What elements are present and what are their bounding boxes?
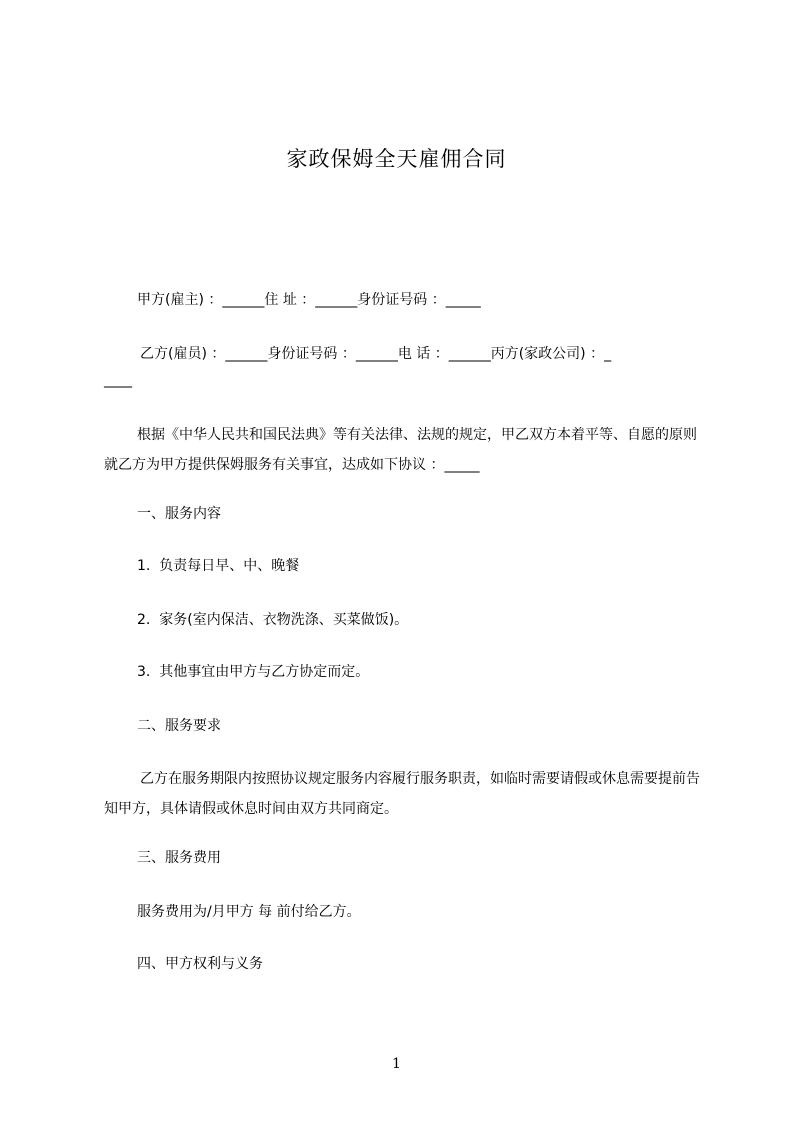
service-item-3: 3. 其他事宜由甲方与乙方协定而定。	[137, 664, 370, 680]
section-2-heading: 二、服务要求	[137, 718, 221, 734]
party-b-line: 乙方(雇员) ：______身份证号码 ：______电 话 ：______丙方(家政公司) ：_	[140, 346, 612, 362]
service-item-2: 2. 家务(室内保洁、衣物洗涤、买菜做饭)。	[137, 612, 409, 628]
service-fee-text: 服务费用为/月甲方 每 前付给乙方。	[137, 904, 361, 920]
section-2-paragraph: 乙方在服务期限内按照协议规定服务内容履行服务职责，如临时需要请假或休息需要提前告知甲方，具体请假或休息时间由双方共同商定。	[104, 771, 700, 817]
document-title: 家政保姆全天雇佣合同	[286, 147, 507, 171]
party-b-line-continuation: ____	[104, 372, 132, 388]
section-3-heading: 三、服务费用	[137, 850, 221, 866]
party-a-line: 甲方(雇主) ：______住 址 ：______身份证号码 ：_____	[137, 292, 481, 308]
page-number: 1	[392, 1056, 401, 1072]
service-item-1: 1. 负责每日早、中、晚餐	[137, 558, 300, 574]
intro-paragraph: 根据《中华人民共和国民法典》等有关法律、法规的规定，甲乙双方本着平等、自愿的原则就乙方为甲方提供保姆服务有关事宜，达成如下协议 ：_____	[104, 427, 697, 473]
section-1-heading: 一、服务内容	[137, 506, 221, 522]
section-4-heading: 四、甲方权利与义务	[137, 956, 263, 972]
